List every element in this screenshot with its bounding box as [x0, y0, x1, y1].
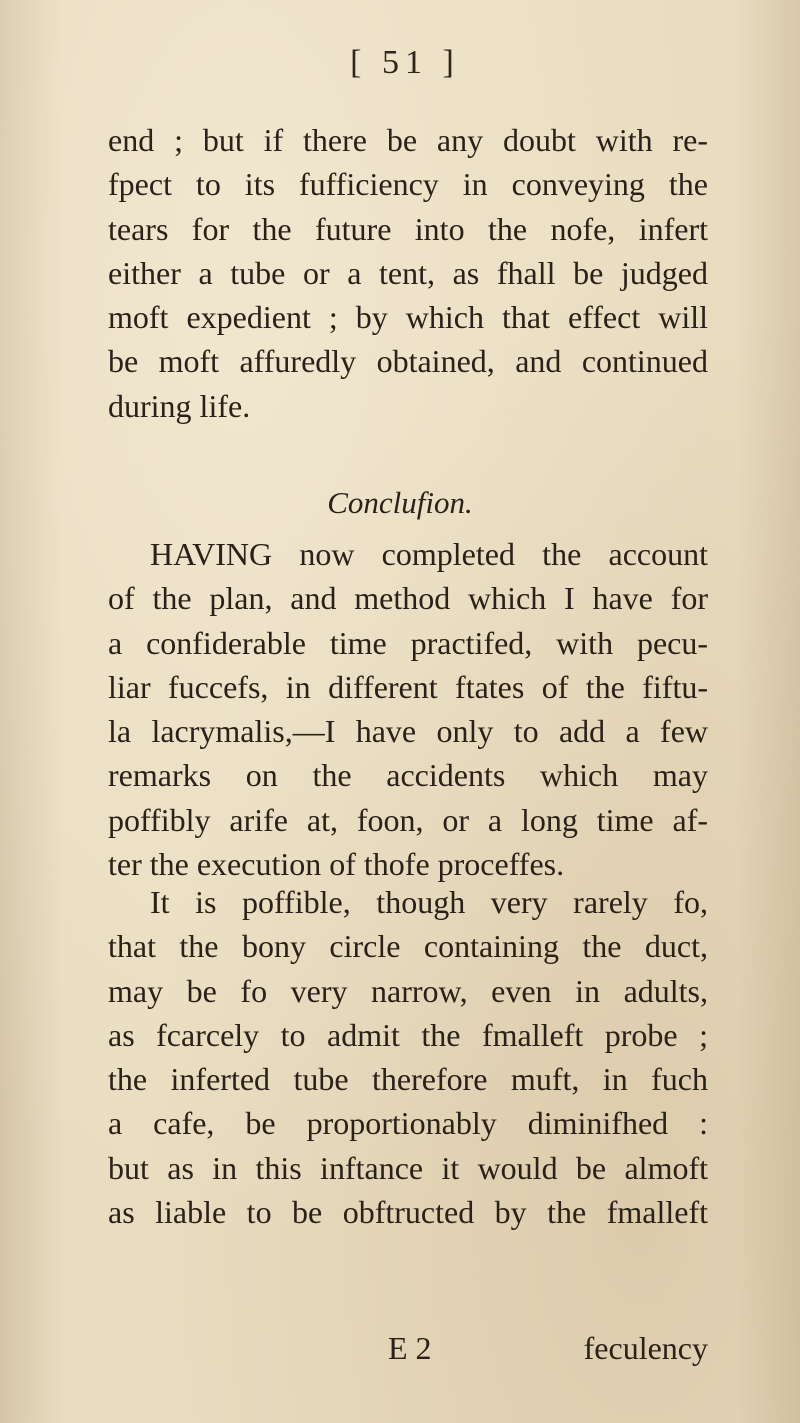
text-line: either a tube or a tent, as fhall be judged [108, 254, 708, 291]
signature-mark: E 2 [388, 1330, 432, 1366]
text-line: HAVING now completed the account [150, 536, 708, 572]
text-line: tears for the future into the nofe, infert [108, 210, 708, 247]
text-line: remarks on the accidents which may [108, 757, 708, 794]
text-line: may be fo very narrow, even in adults, [108, 972, 708, 1009]
text-line: of the plan, and method which I have for [108, 580, 708, 617]
page-number: [ 51 ] [350, 44, 460, 81]
text-line: the inferted tube therefore muft, in fuch [108, 1061, 708, 1098]
top-paragraph [108, 118, 708, 428]
text-line: It is poffible, though very rarely fo, [150, 884, 708, 920]
paragraph-possible [108, 880, 708, 1234]
text-line: that the bony circle containing the duct, [108, 928, 708, 965]
catchword: feculency [583, 1330, 708, 1366]
text-line: during life. [108, 387, 251, 424]
text-line: ter the execution of thofe proceffes. [108, 846, 565, 883]
text-line: a cafe, be proportionably diminifhed : [108, 1105, 708, 1142]
text-line: poffibly arife at, foon, or a long time af- [108, 801, 708, 838]
text-line: liar fuccefs, in different ftates of the fiftu- [108, 668, 708, 705]
page-footer [108, 1330, 708, 1374]
text-line: moft expedient ; by which that effect will [108, 299, 708, 336]
text-line: be moft affuredly obtained, and continued [108, 343, 708, 380]
paragraph-having [108, 532, 708, 886]
text-line: fpect to its fufficiency in conveying the [108, 166, 708, 203]
text-line: a confiderable time practifed, with pecu- [108, 624, 708, 661]
text-line: but as in this inftance it would be almoft [108, 1149, 708, 1186]
text-line: la lacrymalis,—I have only to add a few [108, 713, 708, 750]
text-line: end ; but if there be any doubt with re- [108, 122, 708, 158]
text-line: as fcarcely to admit the fmalleft probe ; [108, 1016, 708, 1053]
section-heading: Conclufion. [327, 485, 473, 520]
text-line: as liable to be obftructed by the fmalleft [108, 1194, 708, 1231]
